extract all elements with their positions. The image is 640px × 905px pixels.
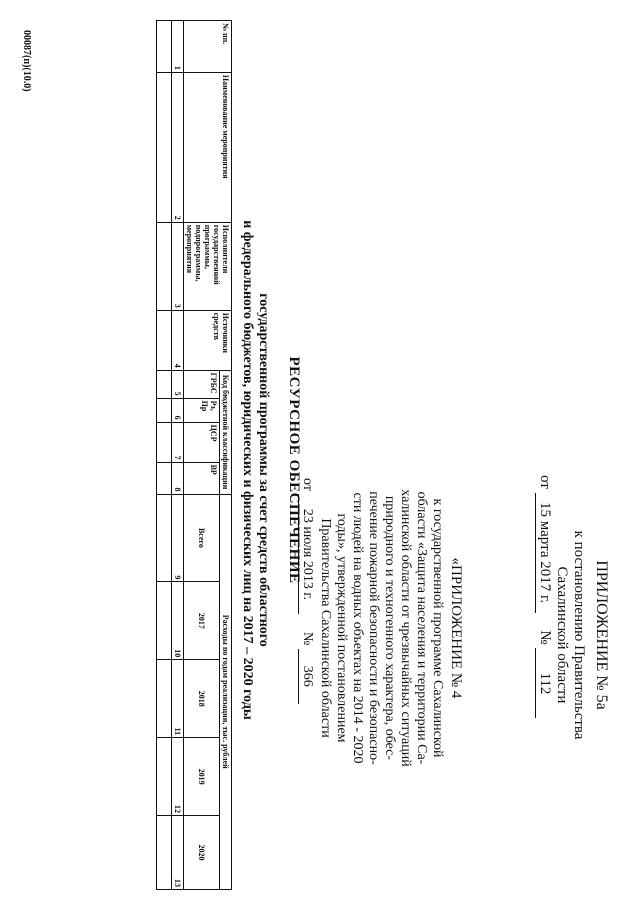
col-header-no: № пп. bbox=[184, 21, 232, 73]
program-number: 366 bbox=[298, 649, 315, 704]
column-number: 8 bbox=[172, 462, 184, 494]
appendix-4-line: Правительства Сахалинской области bbox=[318, 518, 333, 738]
col-header-executors: Исполнители государственной программы, подпрограммы, мероприятия bbox=[184, 222, 232, 310]
col-header-csr: ЦСР bbox=[184, 422, 220, 462]
title-line-3: и федерального бюджетов, юридических и физических лиц на 2017 – 2020 годы bbox=[240, 220, 255, 720]
appendix-4-title: «ПРИЛОЖЕНИЕ № 4 bbox=[448, 557, 464, 699]
col-header-source: Источники средств bbox=[184, 310, 232, 370]
resolution-date: 15 марта 2017 г. bbox=[535, 493, 553, 613]
column-number: 7 bbox=[172, 422, 184, 462]
number-label: № bbox=[300, 631, 315, 646]
column-number: 13 bbox=[172, 816, 184, 890]
appendix-4-line: сти людей на водных объектах на 2014 - 2020 bbox=[350, 492, 365, 764]
col-header-vr: ВР bbox=[184, 462, 220, 494]
column-number: 10 bbox=[172, 582, 184, 660]
col-header-grbs: ГРБС bbox=[184, 370, 220, 398]
appendix-4-line: области «Защита населения и территории Са- bbox=[414, 491, 429, 765]
appendix-5a-title: ПРИЛОЖЕНИЕ № 5а bbox=[593, 560, 610, 710]
column-number: 1 bbox=[172, 21, 184, 73]
appendix-4-line: годы», утвержденной постановлением bbox=[334, 513, 349, 743]
column-number: 9 bbox=[172, 494, 184, 582]
appendix-4-line: печение пожарной безопасности и безопасно- bbox=[366, 491, 381, 765]
col-header-budget-code: Код бюджетной классификации bbox=[220, 370, 232, 494]
number-label: № bbox=[537, 630, 553, 645]
column-number: 5 bbox=[172, 370, 184, 398]
col-header-name: Наименование мероприятия bbox=[184, 72, 232, 222]
header-date-row bbox=[535, 425, 553, 845]
column-number-row bbox=[172, 21, 184, 890]
column-number: 4 bbox=[172, 310, 184, 370]
appendix-4-block bbox=[298, 478, 464, 778]
column-number: 2 bbox=[172, 72, 184, 222]
col-header-rz-pr: Рз, Пр bbox=[184, 398, 220, 422]
column-number: 12 bbox=[172, 738, 184, 816]
resolution-header bbox=[535, 425, 610, 845]
appendix-4-line: природного и техногенного характера, обес- bbox=[382, 495, 397, 761]
from-label: от bbox=[300, 478, 315, 491]
col-header-2020: 2020 bbox=[184, 816, 220, 890]
col-header-total: Всего bbox=[184, 494, 220, 582]
col-header-expenses: Расходы по годам реализации, тыс. рублей bbox=[220, 494, 232, 889]
column-number: 11 bbox=[172, 660, 184, 738]
footer-code: 00087(п)(10.0) bbox=[21, 30, 32, 92]
title-line-2: государственной программы за счет средств областного bbox=[256, 293, 271, 647]
title-line-1: РЕСУРСНОЕ ОБЕСПЕЧЕНИЕ bbox=[286, 356, 302, 584]
col-header-2018: 2018 bbox=[184, 660, 220, 738]
appendix-4-line: халинской области от чрезвычайных ситуаций bbox=[398, 489, 413, 767]
column-number: 3 bbox=[172, 222, 184, 310]
from-label: от bbox=[537, 475, 553, 489]
column-number: 6 bbox=[172, 398, 184, 422]
appendix-4-line: к государственной программе Сахалинской bbox=[430, 498, 445, 758]
table-row bbox=[157, 21, 172, 890]
col-header-2019: 2019 bbox=[184, 738, 220, 816]
resource-table bbox=[156, 20, 232, 890]
header-line-1: к постановлению Правительства bbox=[571, 530, 587, 740]
document-title bbox=[239, 75, 302, 865]
resolution-number: 112 bbox=[535, 648, 553, 718]
program-date: 23 июля 2013 г. bbox=[298, 494, 315, 614]
col-header-2017: 2017 bbox=[184, 582, 220, 660]
header-line-2: Сахалинской области bbox=[554, 566, 570, 704]
